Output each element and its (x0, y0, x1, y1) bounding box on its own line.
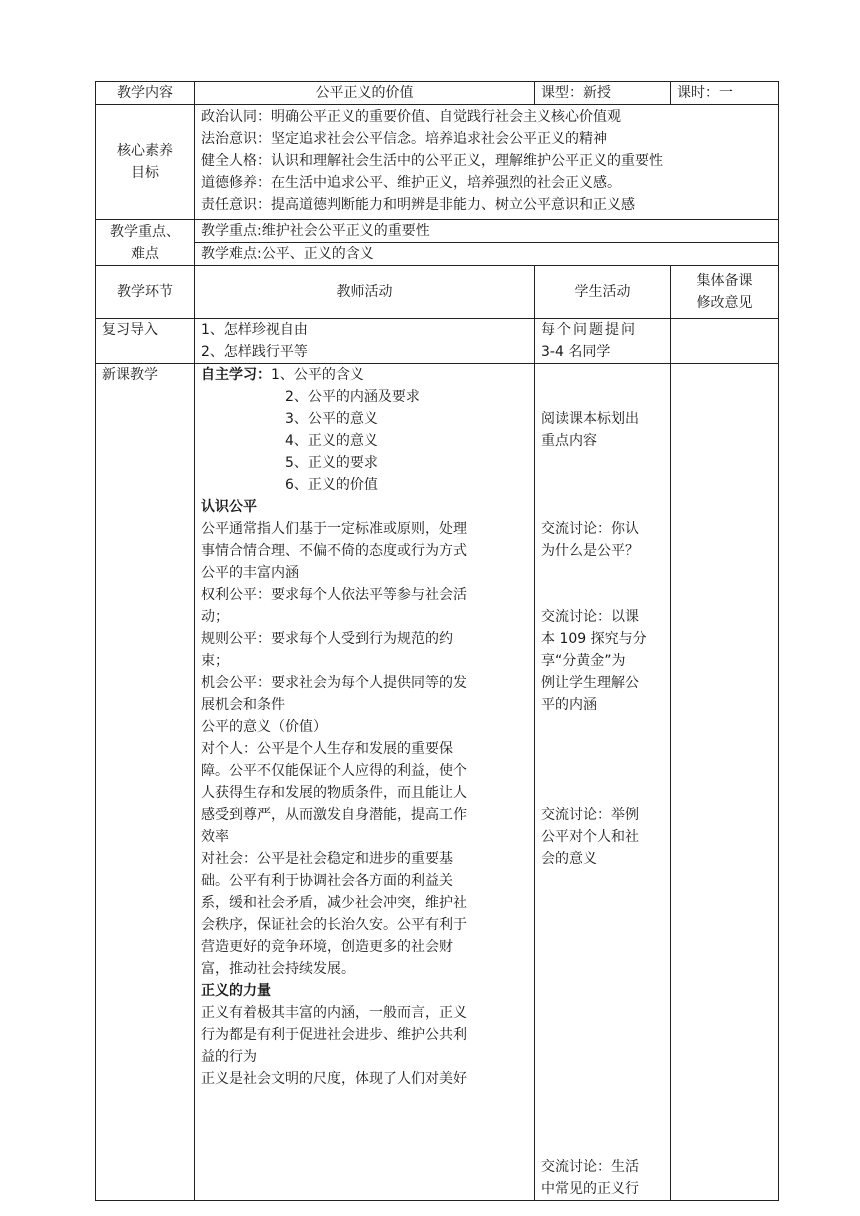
review-stage: 复习导入 (96, 319, 195, 364)
self-study-item: 4、正义的意义 (285, 433, 378, 449)
goal-item: 法治意识：坚定追求社会公平信念。培养追求社会公平正义的精神 (201, 131, 607, 147)
teacher-text-line: 效率 (201, 829, 229, 845)
teacher-text-line: 事情合情合理、不偏不倚的态度或行为方式 (201, 543, 467, 559)
student-text-line: 中常见的正义行 (541, 1181, 639, 1197)
goal-item: 道德修养：在生活中追求公平、维护正义，培养强烈的社会正义感。 (201, 175, 621, 191)
student-text-line: 交流讨论：举例 (541, 807, 639, 823)
student-text-line: 交流讨论：以课 (541, 609, 639, 625)
spacer (541, 914, 664, 936)
spacer (541, 1112, 664, 1134)
new-lesson-collective (671, 364, 779, 1201)
self-study-item: 3、公平的意义 (285, 411, 378, 427)
lesson-hours: 课时：一 (671, 82, 779, 105)
teacher-text-line: 感受到尊严，从而激发自身潜能，提高工作 (201, 807, 467, 823)
section-heading: 正义的力量 (201, 983, 271, 999)
spacer (541, 980, 664, 1002)
student-text-line: 例让学生理解公 (541, 675, 639, 691)
spacer (541, 364, 664, 386)
teacher-text-line: 正义有着极其丰富的内涵，一般而言，正义 (201, 1005, 467, 1021)
teacher-text-line: 公平通常指人们基于一定标准或原则，处理 (201, 521, 467, 537)
col-header-stage: 教学环节 (96, 266, 195, 319)
spacer (541, 958, 664, 980)
teacher-text-line: 规则公平：要求每个人受到行为规范的约 (201, 631, 453, 647)
spacer (541, 1046, 664, 1068)
teacher-text-line: 正义是社会文明的尺度，体现了人们对美好 (201, 1071, 467, 1087)
teaching-difficulty: 教学难点:公平、正义的含义 (195, 243, 779, 266)
self-study-label: 自主学习： (201, 367, 271, 383)
content-label: 教学内容 (96, 82, 195, 105)
teacher-content (201, 496, 528, 1090)
spacer (541, 870, 664, 892)
spacer (541, 738, 664, 760)
spacer (541, 1068, 664, 1090)
col-header-collective: 集体备课 修改意见 (671, 266, 779, 319)
student-text-line: 平的内涵 (541, 697, 597, 713)
teacher-text-line: 权利公平：要求每个人依法平等参与社会活 (201, 587, 467, 603)
teacher-text-line: 障。公平不仅能保证个人应得的利益，使个 (201, 763, 467, 779)
spacer (541, 1134, 664, 1156)
student-content (541, 364, 664, 1200)
core-literacy-label: 核心素养 目标 (96, 105, 195, 220)
self-study-item: 5、正义的要求 (285, 455, 378, 471)
teacher-text-line: 人获得生存和发展的物质条件，而且能让人 (201, 785, 467, 801)
spacer (541, 1024, 664, 1046)
teacher-text-line: 展机会和条件 (201, 697, 285, 713)
lesson-title: 公平正义的价值 (195, 82, 535, 105)
goal-item: 责任意识：提高道德判断能力和明辨是非能力、树立公平意识和正义感 (201, 197, 635, 213)
spacer (541, 1002, 664, 1024)
goal-item: 健全人格：认识和理解社会生活中的公平正义，理解维护公平正义的重要性 (201, 153, 663, 169)
teacher-text-line: 行为都是有利于促进社会进步、维护公共利 (201, 1027, 467, 1043)
teacher-text-line: 束； (201, 653, 229, 669)
teacher-text-line: 营造更好的竞争环境，创造更多的社会财 (201, 939, 453, 955)
teacher-text-line: 益的行为 (201, 1049, 257, 1065)
review-student: 每个问题提问 3-4 名同学 (535, 319, 671, 364)
core-literacy-goals (195, 105, 779, 220)
teacher-text-line: 会秩序，保证社会的长治久安。公平有利于 (201, 917, 467, 933)
new-lesson-student (535, 364, 671, 1201)
teacher-text-line: 对社会：公平是社会稳定和进步的重要基 (201, 851, 453, 867)
section-heading: 认识公平 (201, 499, 257, 515)
self-study-list (201, 386, 528, 496)
spacer (541, 1090, 664, 1112)
self-study-item: 2、公平的内涵及要求 (285, 389, 420, 405)
self-study-item: 6、正义的价值 (285, 477, 378, 493)
new-lesson-teacher (195, 364, 535, 1201)
student-text-line: 重点内容 (541, 433, 597, 449)
lesson-plan-table (95, 81, 779, 1201)
spacer (541, 584, 664, 606)
spacer (541, 892, 664, 914)
review-teacher: 1、怎样珍视自由 2、怎样践行平等 (195, 319, 535, 364)
lesson-type: 课型：新授 (535, 82, 671, 105)
spacer (541, 496, 664, 518)
spacer (541, 452, 664, 474)
key-points-label: 教学重点、 难点 (96, 220, 195, 266)
spacer (541, 386, 664, 408)
spacer (541, 716, 664, 738)
teacher-text-line: 机会公平：要求社会为每个人提供同等的发 (201, 675, 467, 691)
teacher-text-line: 对个人：公平是个人生存和发展的重要保 (201, 741, 453, 757)
col-header-teacher: 教师活动 (195, 266, 535, 319)
spacer (541, 760, 664, 782)
student-text-line: 交流讨论：生活 (541, 1159, 639, 1175)
teacher-text-line: 系，缓和社会矛盾，减少社会冲突，维护社 (201, 895, 467, 911)
spacer (541, 782, 664, 804)
teacher-text-line: 动； (201, 609, 229, 625)
spacer (541, 562, 664, 584)
spacer (541, 936, 664, 958)
student-text-line: 会的意义 (541, 851, 597, 867)
spacer (541, 474, 664, 496)
teacher-text-line: 公平的丰富内涵 (201, 565, 299, 581)
teaching-focus: 教学重点:维护社会公平正义的重要性 (195, 220, 779, 243)
student-text-line: 享“分黄金”为 (541, 653, 626, 669)
col-header-student: 学生活动 (535, 266, 671, 319)
student-text-line: 本 109 探究与分 (541, 631, 647, 647)
teacher-text-line: 富，推动社会持续发展。 (201, 961, 355, 977)
self-study-item: 1、公平的含义 (271, 367, 364, 383)
new-lesson-stage: 新课教学 (96, 364, 195, 1201)
student-text-line: 公平对个人和社 (541, 829, 639, 845)
teacher-text-line: 础。公平有利于协调社会各方面的利益关 (201, 873, 453, 889)
goal-item: 政治认同：明确公平正义的重要价值、自觉践行社会主义核心价值观 (201, 109, 621, 125)
student-text-line: 阅读课本标划出 (541, 411, 639, 427)
student-text-line: 为什么是公平？ (541, 543, 639, 559)
student-text-line: 交流讨论：你认 (541, 521, 639, 537)
review-collective (671, 319, 779, 364)
teacher-text-line: 公平的意义（价值） (201, 719, 327, 735)
